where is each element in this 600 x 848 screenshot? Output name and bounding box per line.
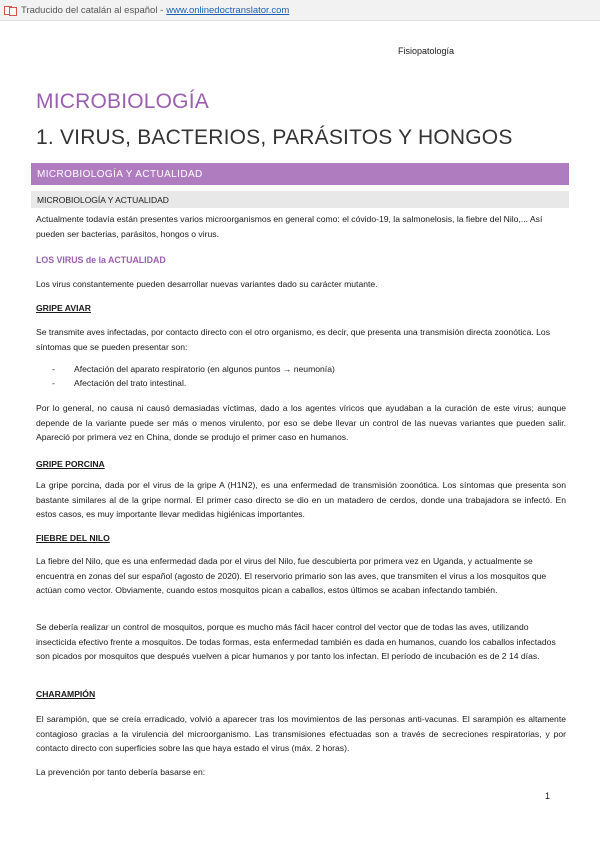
translation-bar (0, 0, 600, 21)
intro-paragraph: Actualmente todavía están presentes varios microorganismos en general como: el cóvido-19, la salmonelosis, la fiebre del Nilo,... Así pueden ser bacterias, parásitos, hongos o virus. (36, 214, 543, 239)
gripe-aviar-heading: GRIPE AVIAR (36, 303, 91, 313)
page-number: 1 (545, 791, 551, 801)
list-item: - Afectación del aparato respiratorio (en algunos puntos → neumonía) (52, 364, 335, 374)
gripe-porcina-heading: GRIPE PORCINA (36, 459, 105, 469)
section-band: MICROBIOLOGÍA Y ACTUALIDAD (31, 163, 569, 185)
sarampion-paragraph-2: La prevención por tanto debería basarse en: (36, 767, 206, 777)
fiebre-nilo-heading: FIEBRE DEL NILO (36, 533, 110, 543)
page-subtitle: 1. VIRUS, BACTERIOS, PARÁSITOS Y HONGOS (36, 126, 513, 149)
gripe-porcina-paragraph: La gripe porcina, dada por el virus de la gripe A (H1N2), es una enfermedad de transmisión zoonótica. Los síntomas que presenta son bastante similares al de la gripe normal. El primer caso directo se dio en un matadero de cerdos, donde una trabajadora se infectó. En estos casos, es muy importante llevar medidas higiénicas importantes. (36, 480, 566, 519)
list-item-text: Afectación del trato intestinal. (74, 378, 187, 388)
fiebre-nilo-paragraph-1: La fiebre del Nilo, que es una enfermedad dada por el virus del Nilo, fue descubierta por primera vez en Uganda, y actualmente se encuentra en zonas del sur español (agosto de 2020). El reservorio primario son las aves, que transmiten el virus a los mosquitos que actúan como vector. Obviamente, cuando estos mosquitos pican a caballos, estos últimos se acaban infectando también. (36, 556, 547, 595)
sarampion-heading: CHARAMPIÓN (36, 689, 96, 699)
virus-heading: LOS VIRUS de la ACTUALIDAD (36, 255, 166, 265)
translator-link[interactable]: www.onlinedoctranslator.com (166, 4, 290, 16)
list-item-text: Afectación del aparato respiratorio (en algunos puntos → neumonía) (74, 364, 335, 374)
virus-paragraph: Los virus constantemente pueden desarrollar nuevas variantes dado su carácter mutante. (36, 279, 378, 289)
header-subject: Fisiopatología (398, 46, 455, 56)
page-title: MICROBIOLOGÍA (36, 90, 209, 113)
translate-icon (4, 6, 16, 14)
sarampion-paragraph-1: El sarampión, que se creía erradicado, volvió a aparecer tras los movimientos de las personas anti-vacunas. El sarampión es altamente contagioso gracias a la virulencia del microorganismo. Las transmisiones efectuadas son a través de secreciones respiratorias, y por contacto directo con superficies sobre las que haya estado el virus (máx. 2 horas). (36, 714, 566, 753)
subsection-band: MICROBIOLOGÍA Y ACTUALIDAD (31, 191, 569, 208)
list-item: - Afectación del trato intestinal. (52, 378, 187, 388)
translation-prefix: Traducido del catalán al español - (21, 4, 164, 16)
fiebre-nilo-paragraph-2: Se debería realizar un control de mosquitos, porque es mucho más fácil hacer control del vector que de todas las aves, utilizando insecticida efectivo frente a mosquitos. De todas formas, esta enfermedad también es dada en humanos, cuando los caballos infectados son picados por mosquitos que después vuelven a picar humanos y por tanto los infectan. El período de incubación es de 2 14 días. (36, 622, 556, 661)
gripe-aviar-paragraph-2: Por lo general, no causa ni causó demasiadas víctimas, dado a los agentes víricos que ayudaban a la curación de este virus; aunque depende de la variante puede ser más o menos virulento, por eso se debe llevar un control de las nuevas variantes que pueden salir. Apareció por primera vez en China, donde se produjo el primer caso en humanos. (36, 403, 566, 442)
gripe-aviar-paragraph-1: Se transmite aves infectadas, por contacto directo con el otro organismo, es decir, que presenta una transmisión directa zoonótica. Los síntomas que se pueden presentar son: (36, 327, 550, 352)
